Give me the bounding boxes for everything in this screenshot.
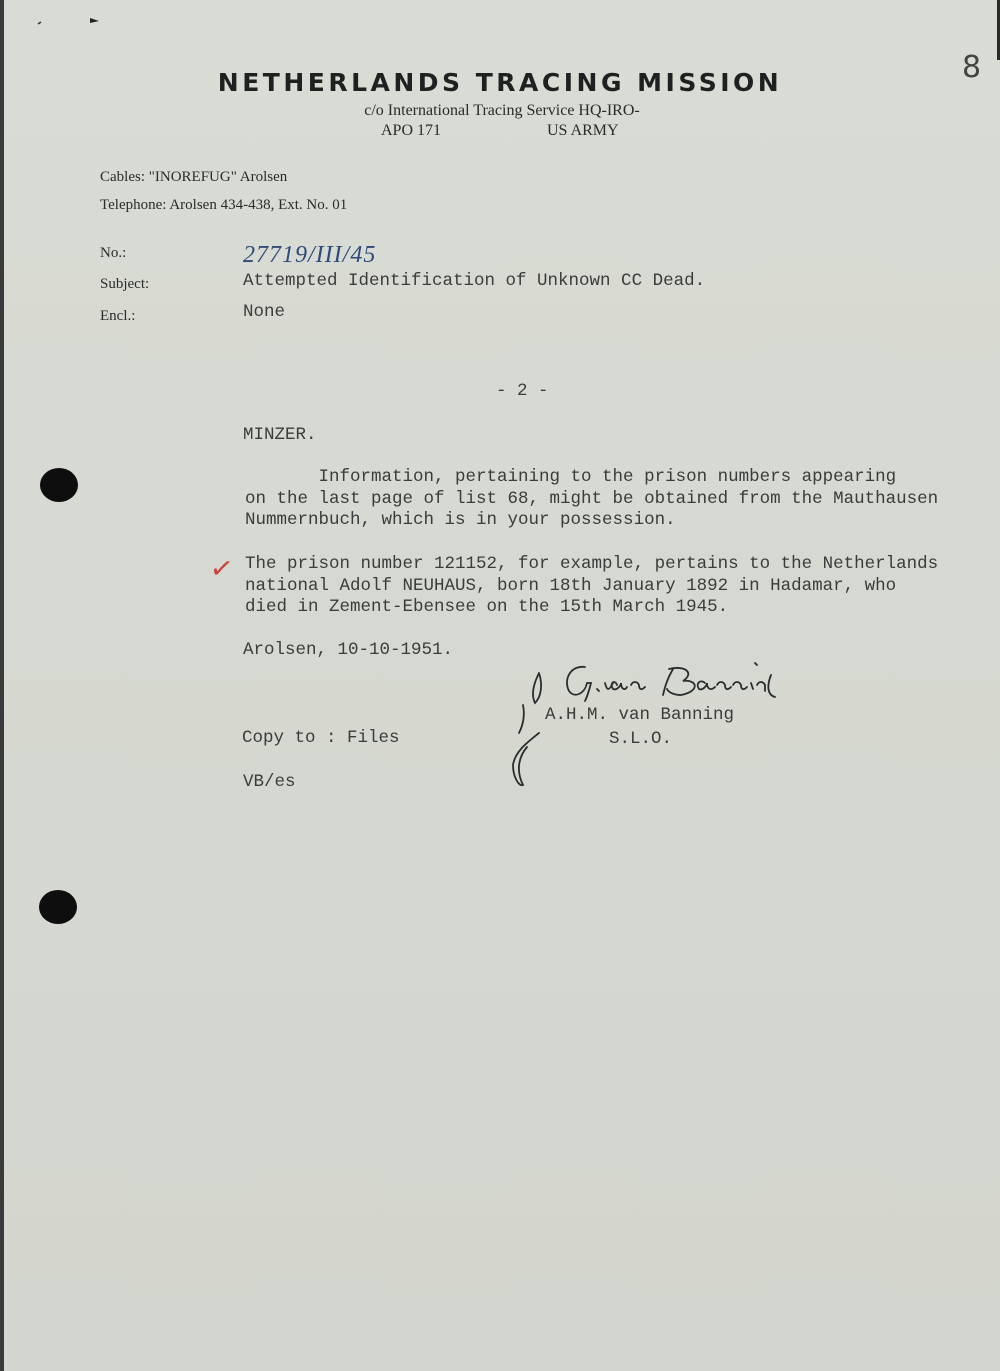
body-paragraph-1: Information, pertaining to the prison numbers appearing on the last page of list 68, might be obtained from the Mauthausen Nummernbuch, which is in your possession. <box>245 467 939 530</box>
folio-number: 8 <box>962 50 982 85</box>
signatory-title: S.L.O. <box>609 729 673 749</box>
corner-marks <box>32 12 112 32</box>
copy-to-line: Copy to : Files <box>242 728 400 748</box>
enclosure-value: None <box>243 302 286 322</box>
letterhead-address-line-1: c/o International Tracing Service HQ-IRO- <box>364 102 640 119</box>
name-heading: MINZER. <box>243 425 317 445</box>
typist-initials: VB/es <box>243 772 296 792</box>
punch-hole-top <box>40 468 78 502</box>
signatory-name: A.H.M. van Banning <box>545 705 735 725</box>
subject-label: Subject: <box>100 276 150 292</box>
letterhead-apo: APO 171 <box>381 122 442 139</box>
cables-line: Cables: "INOREFUG" Arolsen <box>100 169 288 185</box>
letterhead-army: US ARMY <box>547 122 619 139</box>
page-left-edge-shadow <box>0 0 4 1371</box>
telephone-line: Telephone: Arolsen 434-438, Ext. No. 01 <box>100 197 348 213</box>
page-number: - 2 - <box>496 381 549 401</box>
no-label: No.: <box>100 245 127 261</box>
place-and-date: Arolsen, 10-10-1951. <box>243 640 454 660</box>
body-paragraph-2: The prison number 121152, for example, pertains to the Netherlands national Adolf NEUHAUS, born 18th January 1892 in Hadamar, who died in Zement-Ebensee on the 15th March 1945. <box>245 554 939 617</box>
punch-hole-bottom <box>39 890 77 924</box>
handwritten-signature <box>505 655 795 795</box>
subject-value: Attempted Identification of Unknown CC Dead. <box>243 271 706 291</box>
encl-label: Encl.: <box>100 308 136 324</box>
letterhead-title: NETHERLANDS TRACING MISSION <box>217 68 783 97</box>
red-check-icon: ✓ <box>207 550 236 587</box>
file-number-handwritten: 27719/III/45 <box>243 242 377 268</box>
